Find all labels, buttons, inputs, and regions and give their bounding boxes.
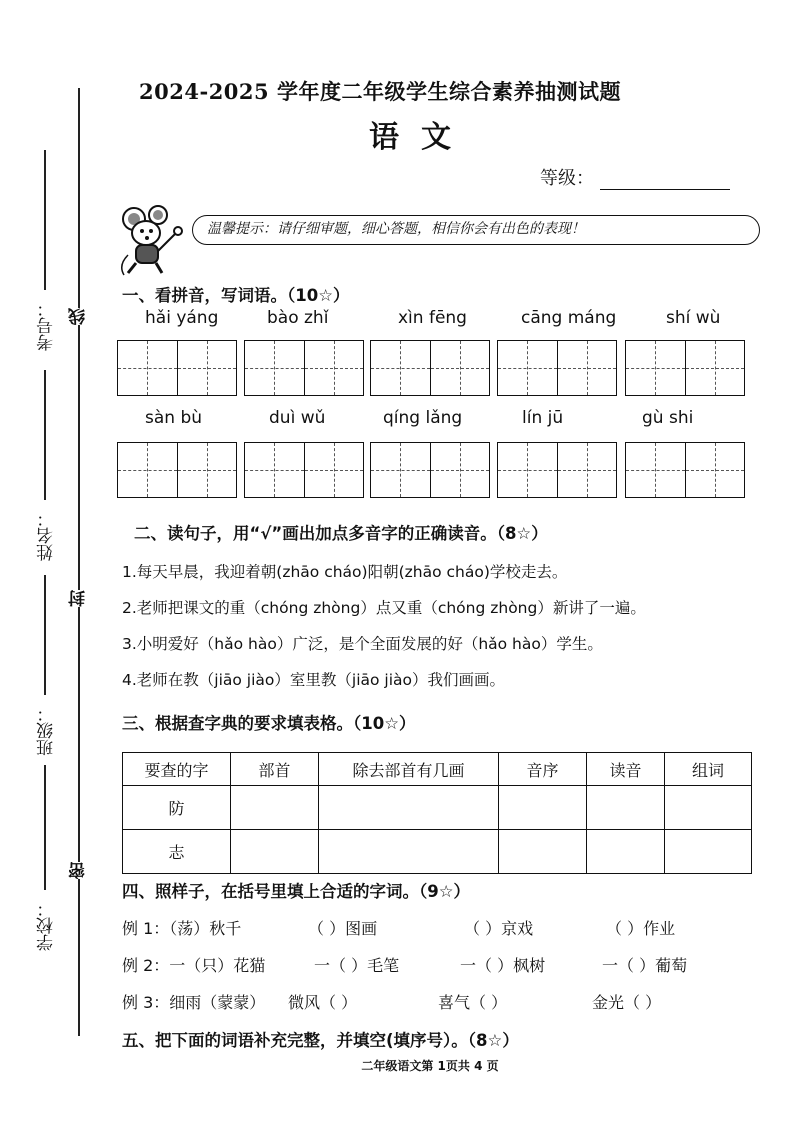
school-label: 学校： [37, 900, 57, 951]
grade-input-line[interactable] [600, 172, 730, 190]
example-item: 例 1：（荡）秋千 [122, 919, 242, 938]
bind-secret-char: 密 [69, 862, 89, 879]
pinyin-item: bào zhǐ [267, 308, 329, 328]
fill-blank[interactable]: 一（ ）毛笔 [314, 956, 400, 975]
example-row-1 [122, 916, 762, 940]
writing-grid[interactable] [625, 442, 745, 498]
pinyin-item: duì wǔ [269, 408, 326, 428]
pinyin-item: cāng máng [521, 308, 617, 328]
query-char: 防 [123, 786, 231, 830]
exam-no-line[interactable] [44, 150, 46, 290]
writing-grid[interactable] [117, 442, 237, 498]
example-item: 例 2：一（只）花猫 [122, 956, 266, 975]
class-label: 班级： [37, 705, 57, 756]
pinyin-item: sàn bù [145, 408, 203, 428]
fill-blank[interactable]: （ ）图画 [308, 919, 378, 938]
fill-blank[interactable]: 一（ ）葡萄 [602, 956, 688, 975]
binding-margin [0, 0, 100, 1123]
query-char: 志 [123, 830, 231, 874]
writing-grid[interactable] [497, 340, 617, 396]
pinyin-item: hǎi yáng [145, 308, 219, 328]
pinyin-row-1 [117, 308, 747, 332]
mouse-mascot-icon [118, 205, 194, 277]
exam-no-label: 考号： [37, 300, 57, 351]
writing-grid-row-2 [117, 442, 747, 498]
table-row [123, 830, 752, 874]
sentence-1[interactable]: 1.每天早晨，我迎着朝(zhāo cháo)阳朝(zhāo cháo)学校走去。 [122, 563, 568, 581]
subject-title: 语文 [369, 120, 473, 155]
pinyin-item: qíng lǎng [383, 408, 463, 428]
fill-blank[interactable]: 一（ ）枫树 [460, 956, 546, 975]
class-line[interactable] [44, 575, 46, 695]
writing-grid[interactable] [117, 340, 237, 396]
pinyin-item: gù shi [642, 408, 694, 428]
answer-cell[interactable] [319, 830, 499, 874]
section2-heading: 二、读句子，用“√”画出加点多音字的正确读音。（8☆） [134, 524, 548, 543]
dictionary-table [122, 752, 752, 874]
column-header: 读音 [587, 753, 665, 786]
writing-grid[interactable] [370, 442, 490, 498]
column-header: 组词 [665, 753, 752, 786]
writing-grid[interactable] [625, 340, 745, 396]
tip-bubble: 温馨提示：请仔细审题，细心答题，相信你会有出色的表现！ [192, 215, 760, 245]
answer-cell[interactable] [499, 830, 587, 874]
answer-cell[interactable] [665, 830, 752, 874]
name-line[interactable] [44, 370, 46, 500]
column-header: 要查的字 [123, 753, 231, 786]
example-row-2 [122, 953, 762, 977]
sentence-2[interactable]: 2.老师把课文的重（chóng zhòng）点又重（chóng zhòng）新讲了一遍。 [122, 599, 646, 617]
fill-blank[interactable]: 金光（ ） [592, 993, 662, 1012]
fill-blank[interactable]: 微风（ ） [288, 993, 358, 1012]
pinyin-row-2 [117, 408, 747, 432]
section1-heading: 一、看拼音，写词语。（10☆） [122, 286, 350, 305]
answer-cell[interactable] [231, 830, 319, 874]
answer-cell[interactable] [665, 786, 752, 830]
column-header: 除去部首有几画 [319, 753, 499, 786]
writing-grid[interactable] [370, 340, 490, 396]
table-row [123, 786, 752, 830]
bind-line-char: 线 [69, 308, 89, 325]
column-header: 音序 [499, 753, 587, 786]
writing-grid[interactable] [244, 340, 364, 396]
exam-title: 2024-2025 学年度二年级学生综合素养抽测试题 [139, 79, 621, 104]
writing-grid[interactable] [244, 442, 364, 498]
writing-grid-row-1 [117, 340, 747, 396]
school-line[interactable] [44, 765, 46, 890]
answer-cell[interactable] [587, 830, 665, 874]
writing-grid[interactable] [497, 442, 617, 498]
table-header-row [123, 753, 752, 786]
page-footer: 二年级语文第 1页共 4 页 [361, 1059, 499, 1073]
sentence-4[interactable]: 4.老师在教（jiāo jiào）室里教（jiāo jiào）我们画画。 [122, 671, 506, 689]
fill-blank[interactable]: （ ）京戏 [464, 919, 534, 938]
grade-field [540, 164, 730, 190]
column-header: 部首 [231, 753, 319, 786]
grade-label: 等级： [540, 168, 594, 189]
answer-cell[interactable] [587, 786, 665, 830]
fill-blank[interactable]: （ ）作业 [606, 919, 676, 938]
section4-heading: 四、照样子，在括号里填上合适的字词。（9☆） [122, 882, 471, 901]
example-row-3 [122, 990, 762, 1014]
name-label: 姓名： [37, 510, 57, 561]
answer-cell[interactable] [319, 786, 499, 830]
section3-heading: 三、根据查字典的要求填表格。（10☆） [122, 714, 416, 733]
fill-blank[interactable]: 喜气（ ） [438, 993, 508, 1012]
pinyin-item: lín jū [522, 408, 564, 428]
bind-seal-char: 封 [69, 590, 89, 607]
pinyin-item: shí wù [666, 308, 721, 328]
pinyin-item: xìn fēng [398, 308, 467, 328]
sentence-3[interactable]: 3.小明爱好（hǎo hào）广泛，是个全面发展的好（hǎo hào）学生。 [122, 635, 603, 653]
example-item: 例 3：细雨（蒙蒙） [122, 993, 266, 1012]
answer-cell[interactable] [499, 786, 587, 830]
binding-line [78, 88, 80, 1036]
answer-cell[interactable] [231, 786, 319, 830]
section5-heading: 五、把下面的词语补充完整，并填空(填序号）。（8☆） [122, 1031, 519, 1050]
